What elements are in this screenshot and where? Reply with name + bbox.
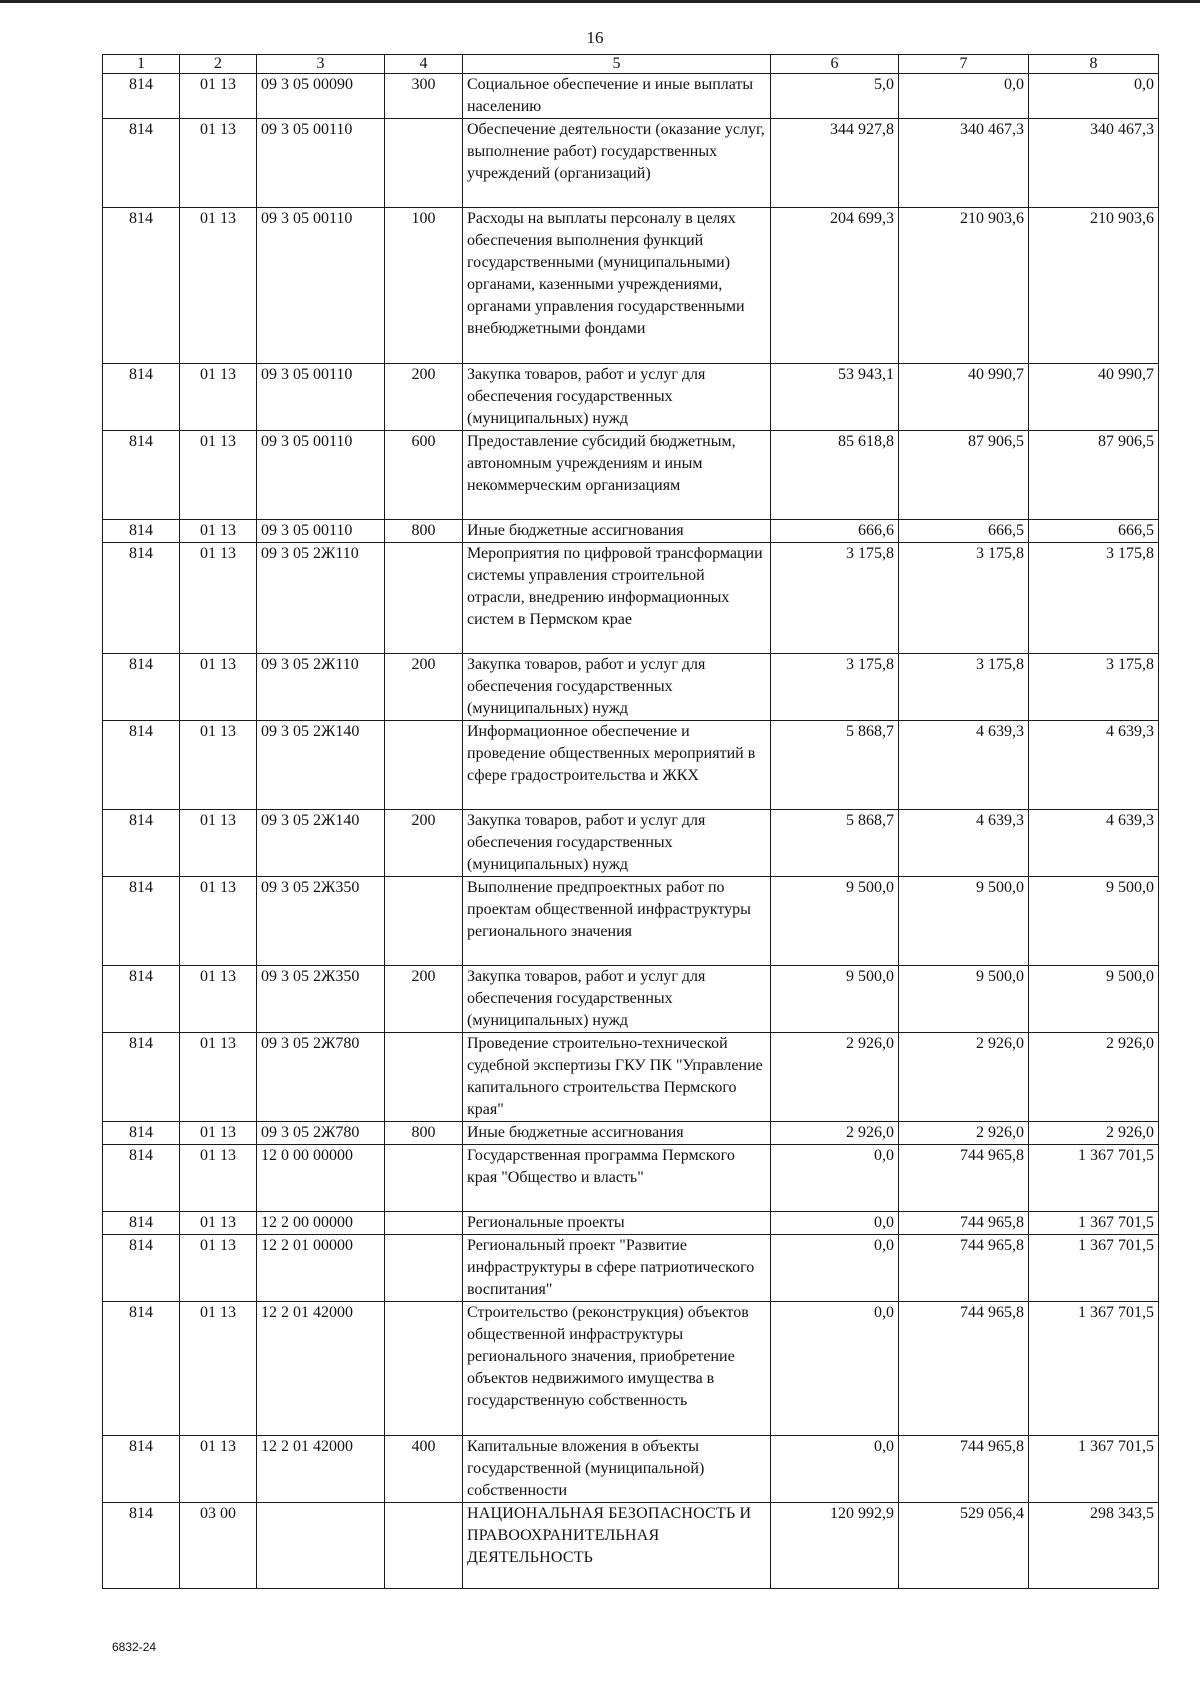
- cell-expense-type: [385, 877, 463, 966]
- cell-amount-col6: 0,0: [771, 1436, 899, 1503]
- table-row: [103, 119, 1159, 208]
- column-number-7: 7: [899, 55, 1029, 74]
- cell-amount-col7: 529 056,4: [899, 1503, 1029, 1589]
- column-number-1: 1: [103, 55, 180, 74]
- cell-amount-col7: 0,0: [899, 74, 1029, 119]
- cell-expense-type: [385, 1503, 463, 1589]
- cell-amount-col6: 2 926,0: [771, 1122, 899, 1145]
- cell-section-code: 01 13: [180, 1436, 257, 1503]
- cell-description: Обеспечение деятельности (оказание услуг, выполнение работ) государственных учреждений (организаций): [463, 119, 771, 208]
- cell-section-code: 01 13: [180, 810, 257, 877]
- cell-amount-col8: 9 500,0: [1029, 966, 1159, 1033]
- cell-amount-col8: 298 343,5: [1029, 1503, 1159, 1589]
- cell-ministry-code: 814: [103, 1302, 180, 1436]
- cell-target-article: 09 3 05 2Ж780: [257, 1122, 385, 1145]
- column-number-6: 6: [771, 55, 899, 74]
- cell-target-article: 12 0 00 00000: [257, 1145, 385, 1212]
- cell-amount-col7: 666,5: [899, 520, 1029, 543]
- cell-section-code: 01 13: [180, 1302, 257, 1436]
- cell-section-code: 01 13: [180, 654, 257, 721]
- cell-amount-col7: 3 175,8: [899, 654, 1029, 721]
- cell-amount-col8: 210 903,6: [1029, 208, 1159, 364]
- cell-amount-col8: 87 906,5: [1029, 431, 1159, 520]
- cell-section-code: 01 13: [180, 1145, 257, 1212]
- cell-description: Иные бюджетные ассигнования: [463, 1122, 771, 1145]
- cell-amount-col8: 2 926,0: [1029, 1122, 1159, 1145]
- column-number-4: 4: [385, 55, 463, 74]
- cell-expense-type: 200: [385, 966, 463, 1033]
- cell-amount-col7: 744 965,8: [899, 1145, 1029, 1212]
- cell-description: Строительство (реконструкция) объектов общественной инфраструктуры регионального значения, приобретение объектов недвижимого имущества в государственную собственность: [463, 1302, 771, 1436]
- cell-amount-col6: 0,0: [771, 1302, 899, 1436]
- cell-amount-col7: 340 467,3: [899, 119, 1029, 208]
- cell-ministry-code: 814: [103, 654, 180, 721]
- cell-amount-col7: 87 906,5: [899, 431, 1029, 520]
- cell-target-article: 09 3 05 2Ж350: [257, 877, 385, 966]
- table-row: [103, 1145, 1159, 1212]
- cell-amount-col8: 666,5: [1029, 520, 1159, 543]
- cell-ministry-code: 814: [103, 1122, 180, 1145]
- cell-amount-col6: 344 927,8: [771, 119, 899, 208]
- cell-amount-col6: 204 699,3: [771, 208, 899, 364]
- column-number-3: 3: [257, 55, 385, 74]
- cell-target-article: 09 3 05 2Ж780: [257, 1033, 385, 1122]
- cell-description: Государственная программа Пермского края "Общество и власть": [463, 1145, 771, 1212]
- cell-target-article: 12 2 01 42000: [257, 1302, 385, 1436]
- cell-expense-type: [385, 721, 463, 810]
- cell-description: Закупка товаров, работ и услуг для обеспечения государственных (муниципальных) нужд: [463, 810, 771, 877]
- cell-amount-col8: 3 175,8: [1029, 654, 1159, 721]
- cell-amount-col8: 1 367 701,5: [1029, 1436, 1159, 1503]
- table-row: [103, 364, 1159, 431]
- table-row: [103, 543, 1159, 654]
- cell-section-code: 01 13: [180, 364, 257, 431]
- cell-amount-col7: 3 175,8: [899, 543, 1029, 654]
- cell-amount-col6: 0,0: [771, 1212, 899, 1235]
- table-row: [103, 966, 1159, 1033]
- cell-expense-type: 800: [385, 1122, 463, 1145]
- cell-expense-type: [385, 1302, 463, 1436]
- cell-section-code: 01 13: [180, 74, 257, 119]
- cell-amount-col7: 744 965,8: [899, 1235, 1029, 1302]
- cell-ministry-code: 814: [103, 74, 180, 119]
- column-number-row: [103, 55, 1159, 74]
- cell-expense-type: 400: [385, 1436, 463, 1503]
- cell-expense-type: 200: [385, 654, 463, 721]
- cell-section-code: 01 13: [180, 520, 257, 543]
- cell-target-article: 12 2 01 00000: [257, 1235, 385, 1302]
- cell-description: Закупка товаров, работ и услуг для обеспечения государственных (муниципальных) нужд: [463, 654, 771, 721]
- cell-ministry-code: 814: [103, 364, 180, 431]
- table-row: [103, 208, 1159, 364]
- cell-amount-col8: 1 367 701,5: [1029, 1212, 1159, 1235]
- cell-ministry-code: 814: [103, 721, 180, 810]
- cell-description: Региональные проекты: [463, 1212, 771, 1235]
- cell-ministry-code: 814: [103, 1033, 180, 1122]
- cell-section-code: 01 13: [180, 1033, 257, 1122]
- footer-document-code: 6832-24: [112, 1640, 157, 1654]
- column-number-8: 8: [1029, 55, 1159, 74]
- cell-description: Расходы на выплаты персоналу в целях обеспечения выполнения функций государственными (муниципальными) органами, казенными учреждениями, органами управления государственными внебюджетными фондами: [463, 208, 771, 364]
- table-row: [103, 520, 1159, 543]
- cell-amount-col8: 1 367 701,5: [1029, 1302, 1159, 1436]
- cell-amount-col6: 666,6: [771, 520, 899, 543]
- cell-expense-type: [385, 543, 463, 654]
- cell-target-article: 09 3 05 00110: [257, 431, 385, 520]
- cell-ministry-code: 814: [103, 1145, 180, 1212]
- table-row: [103, 1503, 1159, 1589]
- cell-section-code: 01 13: [180, 543, 257, 654]
- cell-description: Иные бюджетные ассигнования: [463, 520, 771, 543]
- table-body: [103, 74, 1159, 1589]
- table-row: [103, 1302, 1159, 1436]
- cell-target-article: 09 3 05 00110: [257, 208, 385, 364]
- cell-amount-col7: 744 965,8: [899, 1212, 1029, 1235]
- cell-amount-col6: 9 500,0: [771, 966, 899, 1033]
- cell-section-code: 01 13: [180, 721, 257, 810]
- cell-amount-col8: 340 467,3: [1029, 119, 1159, 208]
- cell-description: Капитальные вложения в объекты государственной (муниципальной) собственности: [463, 1436, 771, 1503]
- cell-target-article: [257, 1503, 385, 1589]
- cell-section-code: 01 13: [180, 877, 257, 966]
- cell-target-article: 09 3 05 2Ж110: [257, 543, 385, 654]
- cell-ministry-code: 814: [103, 208, 180, 364]
- table-row: [103, 810, 1159, 877]
- cell-description: Закупка товаров, работ и услуг для обеспечения государственных (муниципальных) нужд: [463, 966, 771, 1033]
- cell-expense-type: 300: [385, 74, 463, 119]
- cell-amount-col6: 5,0: [771, 74, 899, 119]
- cell-amount-col7: 210 903,6: [899, 208, 1029, 364]
- cell-amount-col7: 4 639,3: [899, 721, 1029, 810]
- cell-section-code: 01 13: [180, 119, 257, 208]
- table-row: [103, 1122, 1159, 1145]
- column-number-5: 5: [463, 55, 771, 74]
- cell-ministry-code: 814: [103, 877, 180, 966]
- cell-amount-col8: 40 990,7: [1029, 364, 1159, 431]
- cell-expense-type: [385, 1145, 463, 1212]
- cell-target-article: 09 3 05 00110: [257, 364, 385, 431]
- table-row: [103, 431, 1159, 520]
- cell-ministry-code: 814: [103, 1503, 180, 1589]
- cell-section-code: 01 13: [180, 1122, 257, 1145]
- cell-expense-type: 800: [385, 520, 463, 543]
- cell-amount-col7: 2 926,0: [899, 1033, 1029, 1122]
- table-row: [103, 877, 1159, 966]
- cell-section-code: 01 13: [180, 1235, 257, 1302]
- cell-description: Социальное обеспечение и иные выплаты населению: [463, 74, 771, 119]
- cell-amount-col7: 4 639,3: [899, 810, 1029, 877]
- cell-amount-col8: 9 500,0: [1029, 877, 1159, 966]
- cell-amount-col7: 744 965,8: [899, 1436, 1029, 1503]
- cell-expense-type: [385, 1033, 463, 1122]
- cell-description: Региональный проект "Развитие инфраструктуры в сфере патриотического воспитания": [463, 1235, 771, 1302]
- column-number-2: 2: [180, 55, 257, 74]
- cell-target-article: 09 3 05 00090: [257, 74, 385, 119]
- cell-amount-col7: 9 500,0: [899, 966, 1029, 1033]
- cell-description: НАЦИОНАЛЬНАЯ БЕЗОПАСНОСТЬ И ПРАВООХРАНИТЕЛЬНАЯ ДЕЯТЕЛЬНОСТЬ: [463, 1503, 771, 1589]
- cell-amount-col7: 744 965,8: [899, 1302, 1029, 1436]
- budget-table: [102, 54, 1159, 1589]
- cell-expense-type: 200: [385, 364, 463, 431]
- cell-amount-col6: 0,0: [771, 1145, 899, 1212]
- cell-target-article: 12 2 01 42000: [257, 1436, 385, 1503]
- cell-ministry-code: 814: [103, 520, 180, 543]
- cell-target-article: 09 3 05 00110: [257, 520, 385, 543]
- cell-amount-col8: 1 367 701,5: [1029, 1145, 1159, 1212]
- cell-ministry-code: 814: [103, 966, 180, 1033]
- cell-amount-col7: 40 990,7: [899, 364, 1029, 431]
- cell-ministry-code: 814: [103, 543, 180, 654]
- cell-target-article: 09 3 05 00110: [257, 119, 385, 208]
- cell-ministry-code: 814: [103, 1212, 180, 1235]
- cell-description: Мероприятия по цифровой трансформации системы управления строительной отрасли, внедрению информационных систем в Пермском крае: [463, 543, 771, 654]
- cell-amount-col8: 2 926,0: [1029, 1033, 1159, 1122]
- page-number: 16: [586, 28, 604, 47]
- cell-target-article: 09 3 05 2Ж110: [257, 654, 385, 721]
- cell-amount-col7: 9 500,0: [899, 877, 1029, 966]
- cell-description: Проведение строительно-технической судебной экспертизы ГКУ ПК "Управление капитального строительства Пермского края": [463, 1033, 771, 1122]
- table-row: [103, 1235, 1159, 1302]
- cell-amount-col8: 3 175,8: [1029, 543, 1159, 654]
- cell-amount-col6: 53 943,1: [771, 364, 899, 431]
- cell-section-code: 03 00: [180, 1503, 257, 1589]
- cell-amount-col8: 4 639,3: [1029, 810, 1159, 877]
- cell-section-code: 01 13: [180, 1212, 257, 1235]
- cell-amount-col7: 2 926,0: [899, 1122, 1029, 1145]
- cell-ministry-code: 814: [103, 810, 180, 877]
- cell-amount-col8: 0,0: [1029, 74, 1159, 119]
- cell-target-article: 12 2 00 00000: [257, 1212, 385, 1235]
- cell-amount-col8: 1 367 701,5: [1029, 1235, 1159, 1302]
- cell-description: Закупка товаров, работ и услуг для обеспечения государственных (муниципальных) нужд: [463, 364, 771, 431]
- table-row: [103, 74, 1159, 119]
- cell-description: Выполнение предпроектных работ по проектам общественной инфраструктуры регионального значения: [463, 877, 771, 966]
- cell-amount-col6: 9 500,0: [771, 877, 899, 966]
- cell-target-article: 09 3 05 2Ж140: [257, 810, 385, 877]
- cell-ministry-code: 814: [103, 1436, 180, 1503]
- cell-amount-col6: 3 175,8: [771, 543, 899, 654]
- cell-amount-col6: 2 926,0: [771, 1033, 899, 1122]
- cell-amount-col6: 5 868,7: [771, 810, 899, 877]
- cell-section-code: 01 13: [180, 966, 257, 1033]
- cell-target-article: 09 3 05 2Ж140: [257, 721, 385, 810]
- cell-amount-col6: 5 868,7: [771, 721, 899, 810]
- table-row: [103, 1436, 1159, 1503]
- cell-amount-col6: 85 618,8: [771, 431, 899, 520]
- cell-target-article: 09 3 05 2Ж350: [257, 966, 385, 1033]
- cell-amount-col6: 0,0: [771, 1235, 899, 1302]
- cell-ministry-code: 814: [103, 119, 180, 208]
- cell-description: Предоставление субсидий бюджетным, автономным учреждениям и иным некоммерческим организациям: [463, 431, 771, 520]
- table-row: [103, 721, 1159, 810]
- cell-expense-type: 600: [385, 431, 463, 520]
- table-row: [103, 654, 1159, 721]
- cell-amount-col6: 120 992,9: [771, 1503, 899, 1589]
- cell-section-code: 01 13: [180, 431, 257, 520]
- cell-expense-type: [385, 1235, 463, 1302]
- cell-expense-type: [385, 1212, 463, 1235]
- cell-description: Информационное обеспечение и проведение общественных мероприятий в сфере градостроительства и ЖКХ: [463, 721, 771, 810]
- table-row: [103, 1212, 1159, 1235]
- table-row: [103, 1033, 1159, 1122]
- cell-amount-col6: 3 175,8: [771, 654, 899, 721]
- cell-amount-col8: 4 639,3: [1029, 721, 1159, 810]
- cell-ministry-code: 814: [103, 431, 180, 520]
- cell-expense-type: [385, 119, 463, 208]
- cell-expense-type: 100: [385, 208, 463, 364]
- cell-section-code: 01 13: [180, 208, 257, 364]
- cell-expense-type: 200: [385, 810, 463, 877]
- top-edge-line: [0, 0, 1200, 3]
- cell-ministry-code: 814: [103, 1235, 180, 1302]
